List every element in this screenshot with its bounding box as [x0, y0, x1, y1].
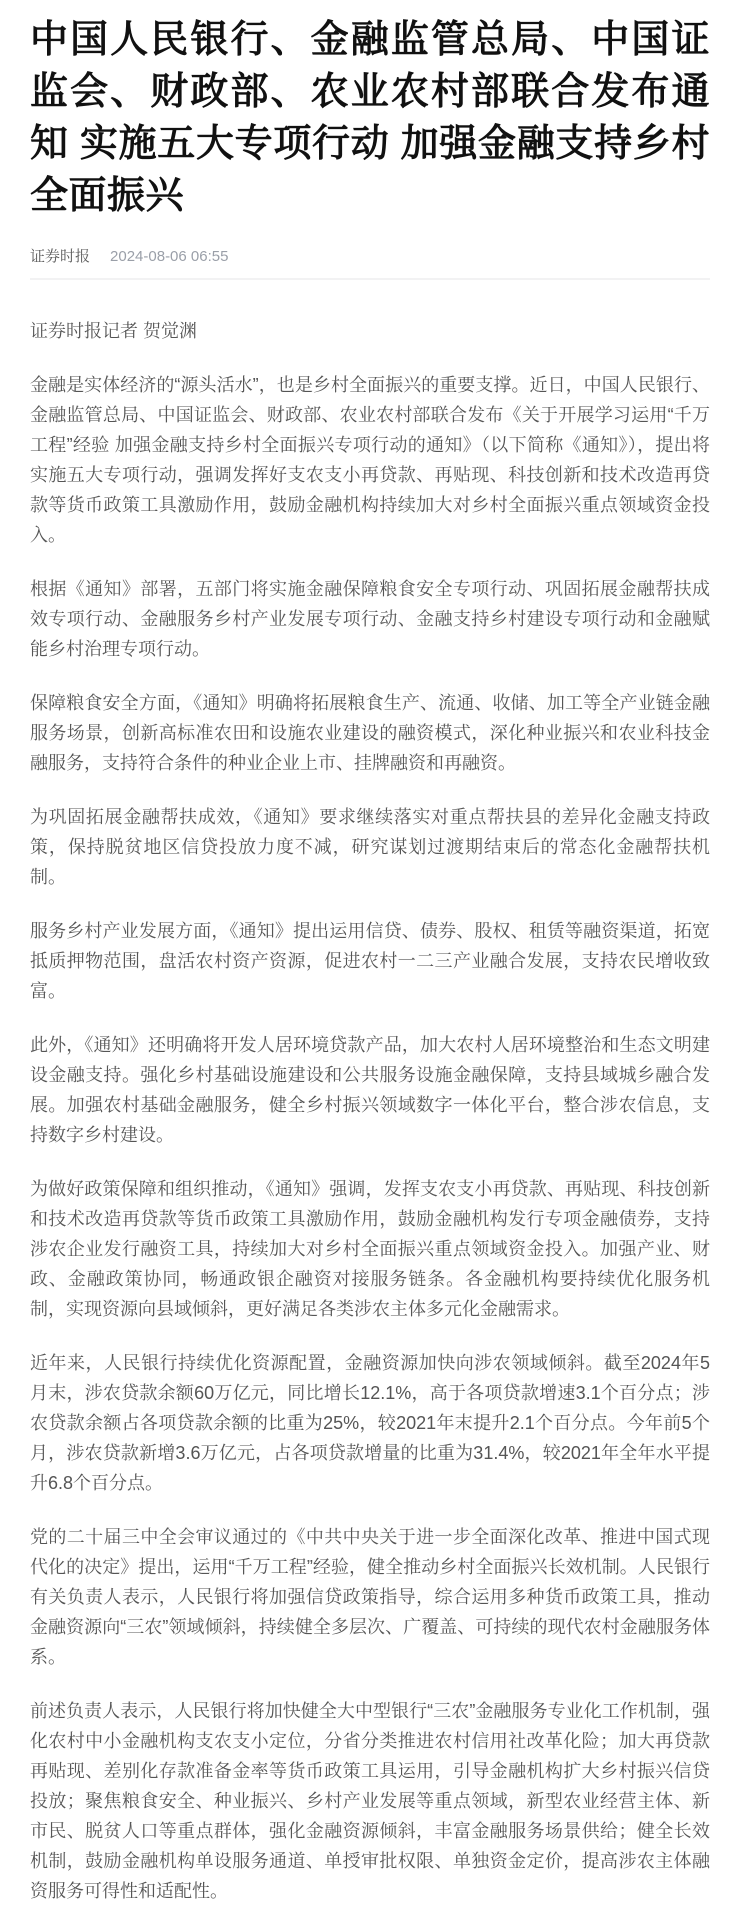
article-paragraph: 党的二十届三中全会审议通过的《中共中央关于进一步全面深化改革、推进中国式现代化的决定》提出，运用“千万工程”经验，健全推动乡村全面振兴长效机制。人民银行有关负责人表示，人民银行将加强信贷政策指导，综合运用多种货币政策工具，推动金融资源向“三农”领域倾斜，持续健全多层次、广覆盖、可持续的现代农村金融服务体系。 — [30, 1527, 710, 1667]
article-paragraph: 前述负责人表示，人民银行将加快健全大中型银行“三农”金融服务专业化工作机制，强化农村中小金融机构支农支小定位，分省分类推进农村信用社改革化险；加大再贷款再贴现、差别化存款准备金率等货币政策工具运用，引导金融机构扩大乡村振兴信贷投放；聚焦粮食安全、种业振兴、乡村产业发展等重点领域，新型农业经营主体、新市民、脱贫人口等重点群体，强化金融资源倾斜，丰富金融服务场景供给；健全长效机制，鼓励金融机构单设服务通道、单授审批权限、单独资金定价，提高涉农主体融资服务可得性和适配性。 — [30, 1701, 710, 1901]
article-paragraph: 服务乡村产业发展方面，《通知》提出运用信贷、债券、股权、租赁等融资渠道，拓宽抵质押物范围，盘活农村资产资源，促进农村一二三产业融合发展，支持农民增收致富。 — [30, 921, 710, 1001]
article-title: 中国人民银行、金融监管总局、中国证监会、财政部、农业农村部联合发布通知 实施五大专项行动 加强金融支持乡村全面振兴 — [30, 19, 710, 217]
divider — [30, 278, 710, 280]
article-paragraph: 金融是实体经济的“源头活水”，也是乡村全面振兴的重要支撑。近日，中国人民银行、金融监管总局、中国证监会、财政部、农业农村部联合发布《关于开展学习运用“千万工程”经验 加强金融支持乡村全面振兴专项行动的通知》（以下简称《通知》），提出将实施五大专项行动，强调发挥好支农支小再贷款、再贴现、科技创新和技术改造再贷款等货币政策工具激励作用，鼓励金融机构持续加大对乡村全面振兴重点领域资金投入。 — [30, 375, 710, 545]
article-paragraph: 根据《通知》部署，五部门将实施金融保障粮食安全专项行动、巩固拓展金融帮扶成效专项行动、金融服务乡村产业发展专项行动、金融支持乡村建设专项行动和金融赋能乡村治理专项行动。 — [30, 579, 710, 659]
article-meta — [30, 248, 710, 266]
article-body — [30, 370, 710, 1906]
article-paragraph: 为做好政策保障和组织推动，《通知》强调，发挥支农支小再贷款、再贴现、科技创新和技术改造再贷款等货币政策工具激励作用，鼓励金融机构发行专项金融债券，支持涉农企业发行融资工具，持续加大对乡村全面振兴重点领域资金投入。加强产业、财政、金融政策协同，畅通政银企融资对接服务链条。各金融机构要持续优化服务机制，实现资源向县域倾斜，更好满足各类涉农主体多元化金融需求。 — [30, 1179, 710, 1319]
source-label: 证券时报 — [30, 248, 91, 265]
byline: 证券时报记者 贺觉渊 — [30, 321, 198, 341]
article-paragraph: 近年来，人民银行持续优化资源配置，金融资源加快向涉农领域倾斜。截至2024年5月末，涉农贷款余额60万亿元，同比增长12.1%，高于各项贷款增速3.1个百分点；涉农贷款余额占各项贷款余额的比重为25%，较2021年末提升2.1个百分点。今年前5个月，涉农贷款新增3.6万亿元，占各项贷款增量的比重为31.4%，较2021年全年水平提升6.8个百分点。 — [30, 1353, 710, 1493]
article-paragraph: 为巩固拓展金融帮扶成效，《通知》要求继续落实对重点帮扶县的差异化金融支持政策，保持脱贫地区信贷投放力度不减，研究谋划过渡期结束后的常态化金融帮扶机制。 — [30, 807, 710, 887]
publish-time: 2024-08-06 06:55 — [110, 248, 229, 265]
article-paragraph: 此外，《通知》还明确将开发人居环境贷款产品，加大农村人居环境整治和生态文明建设金融支持。强化乡村基础设施建设和公共服务设施金融保障，支持县域城乡融合发展。加强农村基础金融服务，健全乡村振兴领域数字一体化平台，整合涉农信息，支持数字乡村建设。 — [30, 1035, 710, 1145]
article-paragraph: 保障粮食安全方面，《通知》明确将拓展粮食生产、流通、收储、加工等全产业链金融服务场景，创新高标准农田和设施农业建设的融资模式，深化种业振兴和农业科技金融服务，支持符合条件的种业企业上市、挂牌融资和再融资。 — [30, 693, 710, 773]
